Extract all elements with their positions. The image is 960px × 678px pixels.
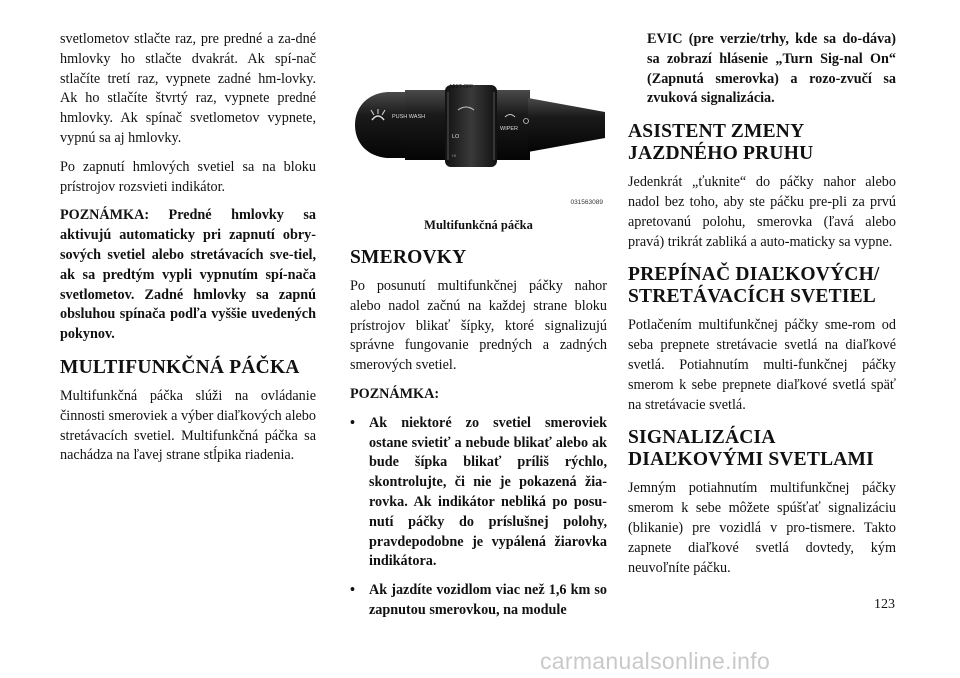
paragraph-multifunction-lever: Multifunkčná páčka slúži na ovládanie činnosti smeroviek a výber diaľkových alebo stretávacích svetiel. Multifunkčná páčka sa nachádza na ľavej strane stĺpika riadenia. — [60, 387, 316, 464]
bullet-item — [350, 414, 607, 572]
figure-caption: Multifunkčná páčka — [424, 218, 533, 232]
page-number: 123 — [874, 597, 895, 612]
note-fog-lights: POZNÁMKA: Predné hmlovky sa aktivujú automaticky pri zapnutí obry-sových svetiel alebo stretávacích sve-tiel, ak sa predtým vypli vypnutím spí-nača svetlometov. Zadné hmlovky sa zapnú obsluhou spínača podľa vyššie uvedených pokynov. — [60, 207, 316, 343]
heading-turn-signals: SMEROVKY — [350, 247, 467, 268]
hi-label: HI — [452, 153, 456, 158]
bullet-text: Ak jazdíte vozidlom viac než 1,6 km so zapnutou smerovkou, na module — [369, 582, 607, 618]
paragraph-lane-change-assist: Jedenkrát „ťuknite“ do páčky nahor alebo nadol bez toho, aby ste páčku pre-pli za prvú apretovanú polohu, smerovka (ľavá alebo pravá) trikrát zabliká a auto-maticky sa vypne. — [628, 174, 896, 250]
figure-code: 031563089 — [570, 199, 603, 206]
bullet-symbol: • — [350, 582, 355, 599]
lever-illustration — [350, 30, 607, 210]
bullet-symbol: • — [350, 414, 355, 431]
bullet-item — [350, 581, 607, 621]
paragraph-fog-lights: svetlometov stlačte raz, pre predné a za-dné hmlovky ho stlačte dvakrát. Ak spí-nač stlačíte tretí raz, vypnete zadné hm-lovky. Ak ho stlačíte štvrtý raz, vypnete predné hmlovky. Ak spínač svetlometov vypnete, vypnú sa aj hmlovky. — [60, 31, 316, 146]
push-wash-label: PUSH WASH — [392, 114, 426, 120]
lo-label: LO — [452, 134, 460, 140]
multifunction-lever-figure — [350, 30, 607, 210]
middle-column — [350, 30, 607, 630]
mist-off-label: MIST OFF — [450, 84, 474, 90]
bullet-text: Ak niektoré zo svetiel smeroviek ostane svietiť a nebude blikať alebo ak bude šípka blikať príliš rýchlo, skontrolujte, či nie je pokazená žia-rovka. Ak indikátor nebliká po posu-nutí páčky do príslušnej polohy, pravdepodobne je vypálená žiarovka indikátora. — [369, 414, 607, 570]
watermark: carmanualsonline.info — [540, 648, 771, 674]
paragraph-flash-to-pass: Jemným potiahnutím multifunkčnej páčky smerom k sebe môžete spúšťať signalizáciu (blikanie) pre vozidlá v pro-tismere. Takto zapnete diaľkové svetlá dovtedy, kým neuvoľníte páčku. — [628, 480, 896, 576]
paragraph-high-low-beam-switch: Potlačením multifunkčnej páčky sme-rom od seba prepnete stretávacie svetlá na diaľkové svetlá. Potiahnutím multi-funkčnej páčky smerom k sebe prepnete diaľkové svetlá späť na stretávacie svetlá. — [628, 317, 896, 413]
wiper-label: WIPER — [500, 126, 519, 132]
heading-lane-change-assist: ASISTENT ZMENY JAZDNÉHO PRUHU — [628, 121, 814, 165]
heading-high-low-beam-switch: PREPÍNAČ DIAĽKOVÝCH/ STRETÁVACÍCH SVETIEL — [628, 264, 880, 308]
right-column — [628, 30, 896, 587]
heading-flash-to-pass: SIGNALIZÁCIA DIAĽKOVÝMI SVETLAMI — [628, 427, 874, 471]
heading-multifunction-lever: MULTIFUNKČNÁ PÁČKA — [60, 356, 300, 378]
paragraph-indicator: Po zapnutí hmlových svetiel sa na bloku prístrojov rozsvieti indikátor. — [60, 158, 316, 195]
bullet-continuation: EVIC (pre verzie/trhy, kde sa do-dáva) sa zobrazí hlásenie „Turn Sig-nal On“ (Zapnutá smerovka) a rozo-zvučí sa zvuková signalizácia. — [647, 31, 896, 107]
note-label: POZNÁMKA: — [350, 385, 440, 402]
paragraph-turn-signals: Po posunutí multifunkčnej páčky nahor alebo nadol začnú na každej strane bloku prístrojov blikať šípky, ktoré signalizujú správne fungovanie predných a zadných smerových svetiel. — [350, 278, 607, 374]
left-column — [60, 30, 316, 475]
